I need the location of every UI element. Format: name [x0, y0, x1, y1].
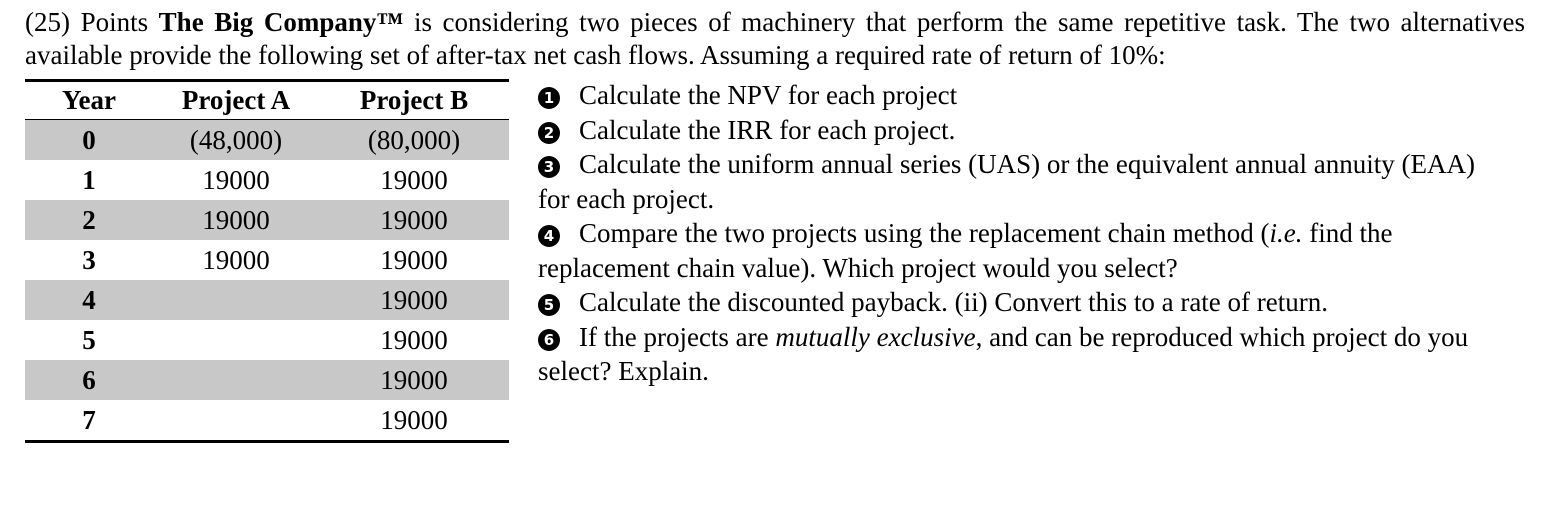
- number-2-icon: 2: [538, 122, 560, 144]
- question-item: [538, 320, 1498, 389]
- points-label: (25) Points: [25, 7, 159, 37]
- project-b-cell: 19000: [380, 324, 448, 355]
- header-project-a: Project A: [181, 85, 291, 115]
- question-text: Calculate the NPV for each project: [579, 80, 958, 110]
- project-a-cell: 19000: [202, 204, 270, 235]
- table-row: [25, 280, 509, 320]
- number-4-icon: 4: [538, 225, 560, 247]
- question-item: [538, 113, 1498, 148]
- project-a-cell: (48,000): [189, 124, 283, 155]
- year-cell: 4: [82, 284, 96, 315]
- question-emphasis: i.e.: [1269, 218, 1303, 248]
- project-a-cell: 19000: [202, 164, 270, 195]
- cash-flow-table: [25, 79, 509, 443]
- year-cell: 5: [82, 324, 96, 355]
- question-text-cont: , and can be reproduced which project do you select? Explain.: [538, 321, 1469, 386]
- question-text: Calculate the uniform annual series (UAS) or the equivalent annual annuity (EAA) for each project.: [538, 149, 1475, 214]
- question-item: [538, 147, 1498, 216]
- table-row: [25, 160, 509, 200]
- header-project-b: Project B: [359, 85, 469, 115]
- intro-text: is considering two pieces of machinery that perform the same repetitive task. The two alternatives available provide the following set of after-tax net cash flows. Assuming a required rate of return of 10%:: [25, 7, 1525, 70]
- table-row: [25, 200, 509, 240]
- table-row: [25, 400, 509, 440]
- project-b-cell: 19000: [380, 164, 448, 195]
- project-a-cell: 19000: [202, 244, 270, 275]
- project-b-cell: 19000: [380, 284, 448, 315]
- project-b-cell: (80,000): [367, 124, 461, 155]
- year-cell: 2: [82, 204, 96, 235]
- question-text-cont: find the replacement chain value). Which project would you select?: [538, 218, 1393, 283]
- header-year: Year: [62, 85, 116, 115]
- question-text: If the projects are: [579, 321, 776, 352]
- question-list: [538, 78, 1498, 389]
- question-item: [538, 78, 1498, 113]
- year-cell: 1: [82, 164, 96, 195]
- year-cell: 3: [82, 244, 96, 275]
- project-b-cell: 19000: [380, 404, 448, 435]
- question-text: Calculate the discounted payback. (ii) Convert this to a rate of return.: [579, 287, 1328, 317]
- year-cell: 6: [82, 364, 96, 395]
- number-1-icon: 1: [538, 87, 560, 109]
- number-6-icon: 6: [538, 329, 560, 351]
- table-row: [25, 320, 509, 360]
- table-header-row: [25, 82, 509, 120]
- table-row: [25, 120, 509, 160]
- question-item: [538, 285, 1498, 320]
- project-b-cell: 19000: [380, 364, 448, 395]
- table-row: [25, 360, 509, 400]
- company-name: The Big Company™: [158, 7, 404, 37]
- year-cell: 0: [82, 124, 96, 155]
- number-3-icon: 3: [538, 156, 560, 178]
- problem-intro: [25, 6, 1525, 72]
- question-item: [538, 216, 1498, 285]
- question-text: Compare the two projects using the replacement chain method (: [579, 218, 1270, 248]
- question-text: Calculate the IRR for each project.: [579, 114, 956, 145]
- project-b-cell: 19000: [380, 204, 448, 235]
- project-b-cell: 19000: [380, 244, 448, 275]
- year-cell: 7: [82, 404, 96, 435]
- table-row: [25, 240, 509, 280]
- question-emphasis: mutually exclusive: [775, 321, 976, 352]
- number-5-icon: 5: [538, 294, 560, 316]
